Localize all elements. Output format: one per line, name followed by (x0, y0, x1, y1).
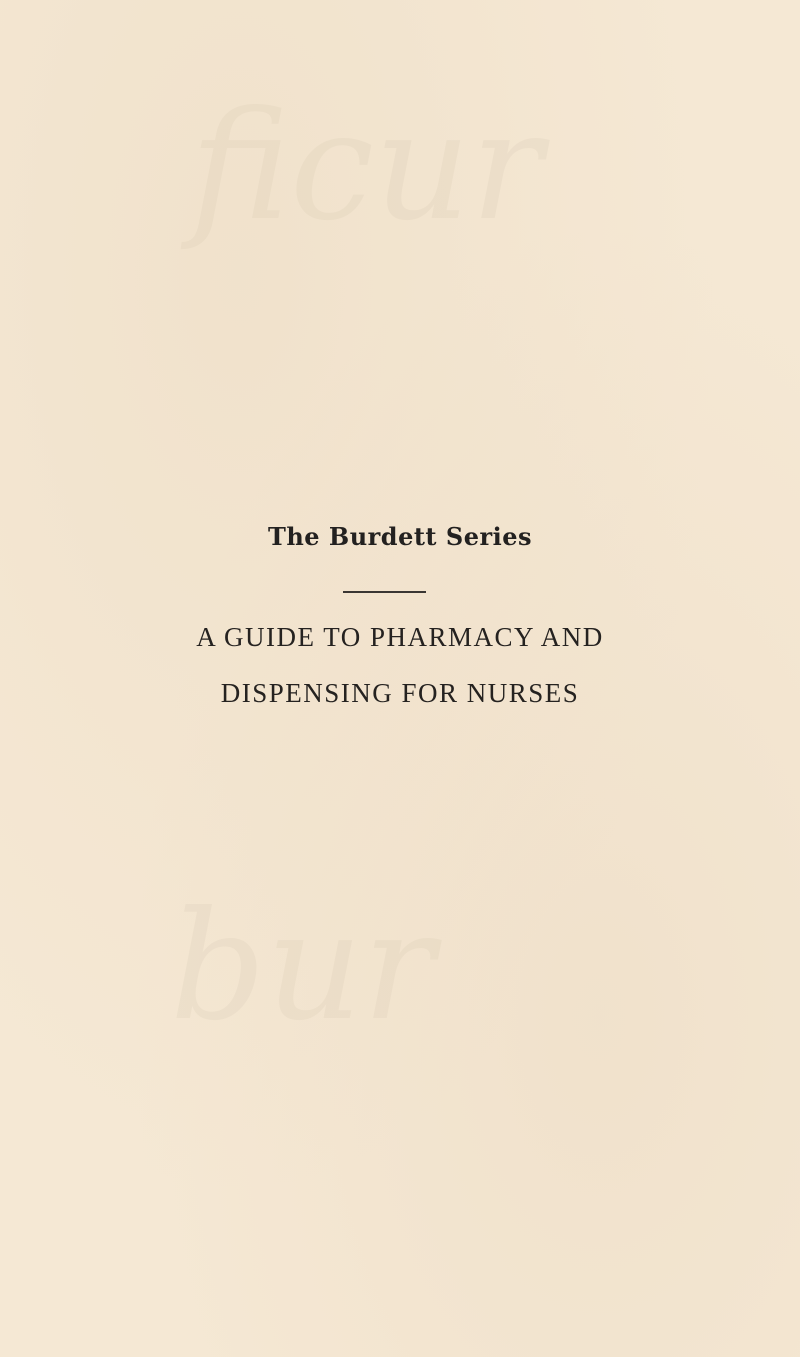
book-title-line-1: A GUIDE TO PHARMACY AND (196, 622, 604, 652)
series-heading: The Burdett Series (267, 522, 533, 551)
book-title-line-2: DISPENSING FOR NURSES (220, 678, 580, 708)
divider-rule (343, 591, 426, 593)
bleed-through-mark: ficur (190, 80, 543, 254)
bleed-through-mark: bur (170, 880, 435, 1054)
